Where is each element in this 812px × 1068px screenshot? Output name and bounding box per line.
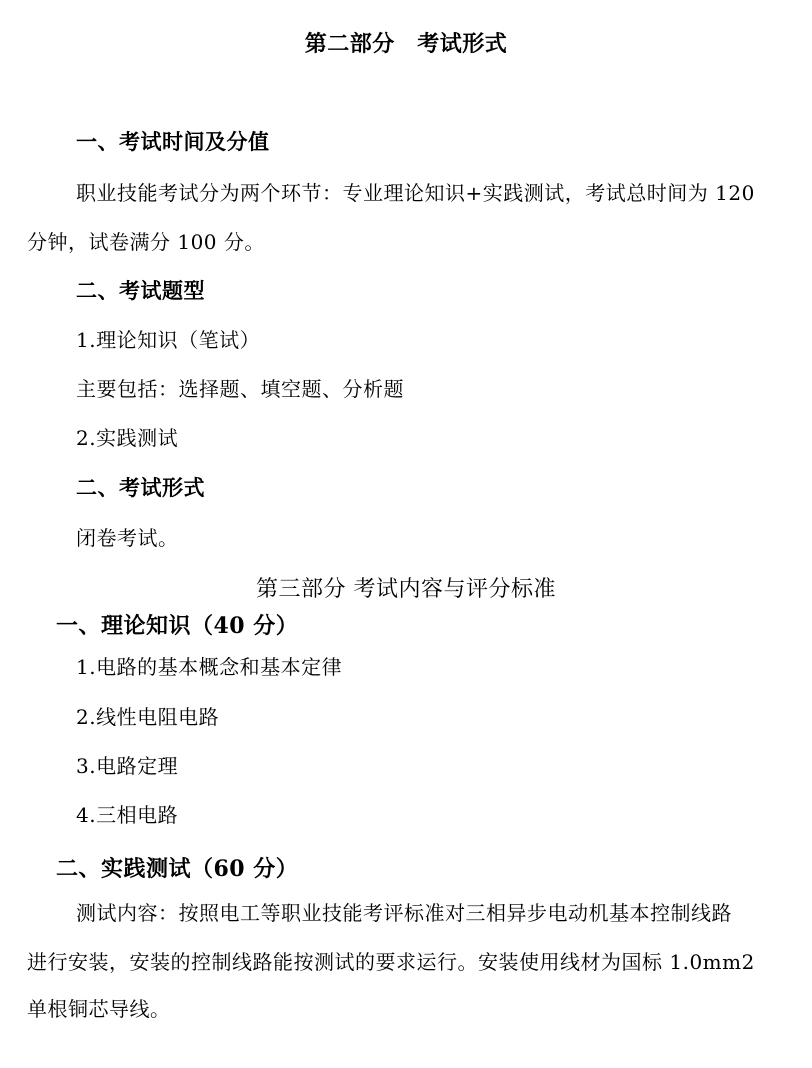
section-heading-theory: 一、理论知识（40 分） xyxy=(56,613,299,639)
paragraph-practice-line2: 进行安装，安装的控制线路能按测试的要求运行。安装使用线材为国标 1.0mm2 xyxy=(27,950,755,974)
section-heading-exam-time: 一、考试时间及分值 xyxy=(76,129,270,154)
theory-item-1: 1.电路的基本概念和基本定律 xyxy=(76,655,343,679)
section-heading-question-types: 二、考试题型 xyxy=(76,278,205,303)
paragraph-practice-line1: 测试内容：按照电工等职业技能考评标准对三相异步电动机基本控制线路 xyxy=(76,901,732,925)
part3-title: 第三部分 考试内容与评分标准 xyxy=(256,577,556,602)
paragraph-exam-time-line1: 职业技能考试分为两个环节：专业理论知识+实践测试，考试总时间为 120 xyxy=(76,181,755,205)
section-heading-exam-format: 二、考试形式 xyxy=(76,475,205,500)
paragraph-practice-line3: 单根铜芯导线。 xyxy=(27,997,171,1021)
theory-item-3: 3.电路定理 xyxy=(76,754,179,778)
list-item-practice-test: 2.实践测试 xyxy=(76,426,179,450)
paragraph-exam-time-line2: 分钟，试卷满分 100 分。 xyxy=(27,230,265,254)
section-heading-practice: 二、实践测试（60 分） xyxy=(56,856,299,882)
theory-item-2: 2.线性电阻电路 xyxy=(76,705,220,729)
list-item-question-types-detail: 主要包括：选择题、填空题、分析题 xyxy=(76,377,404,401)
list-item-theory-written: 1.理论知识（笔试） xyxy=(76,328,261,352)
part2-title: 第二部分 考试形式 xyxy=(304,31,508,57)
paragraph-exam-format: 闭卷考试。 xyxy=(76,526,179,550)
theory-item-4: 4.三相电路 xyxy=(76,803,179,827)
